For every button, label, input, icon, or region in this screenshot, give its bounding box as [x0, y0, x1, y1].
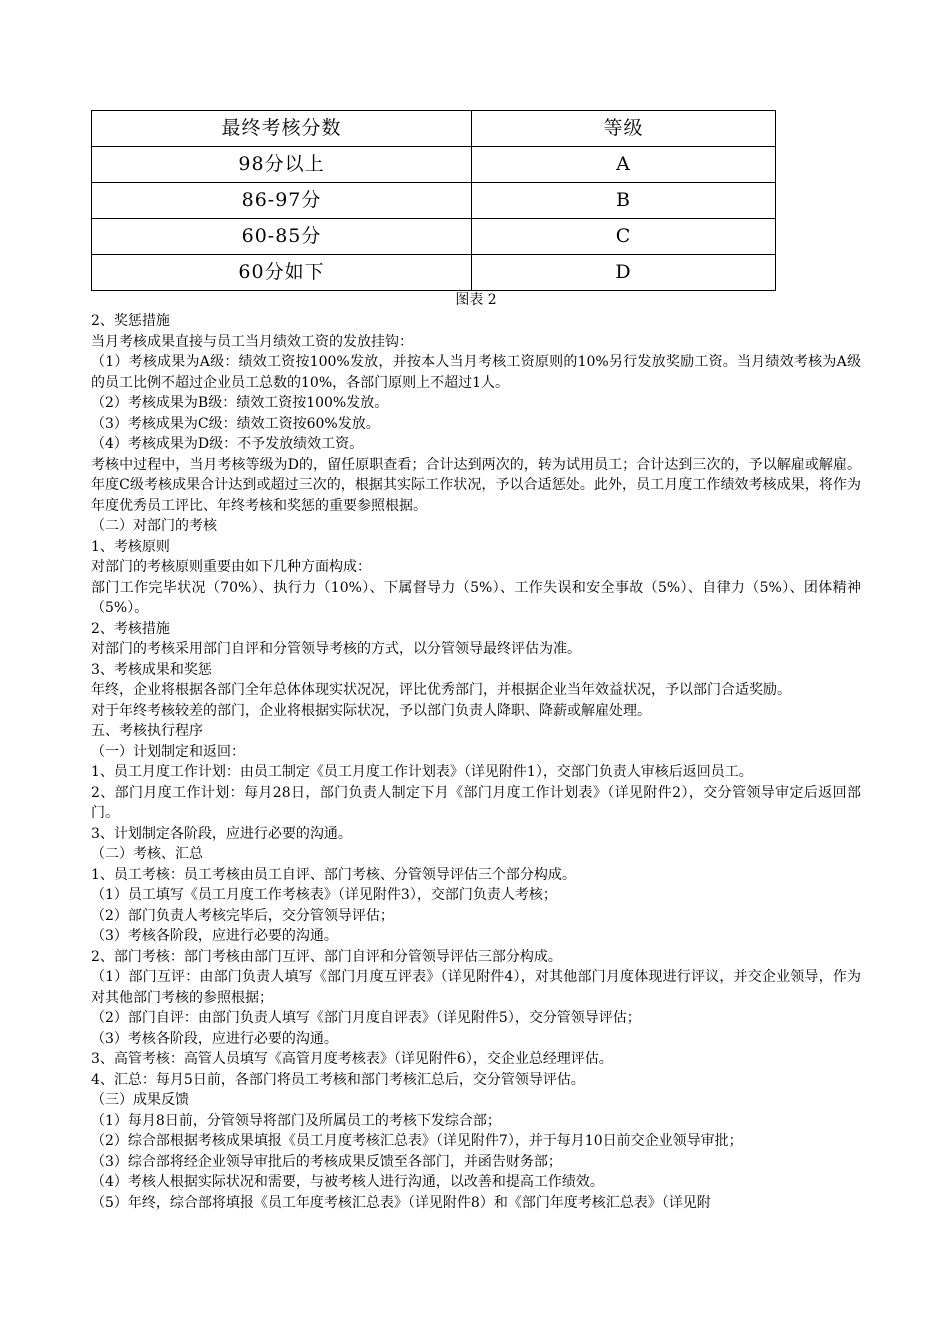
header-score: 最终考核分数 [92, 111, 472, 147]
score-cell: 60分如下 [92, 255, 472, 291]
paragraph: 3、考核成果和奖惩 [91, 661, 212, 678]
paragraph: （3）考核各阶段，应进行必要的沟通。 [91, 928, 338, 944]
table-row [92, 255, 776, 291]
paragraph: （1）每月8日前，分管领导将部门及所属员工的考核下发综合部； [91, 1112, 501, 1129]
grade-cell: A [472, 147, 776, 183]
paragraph: （三）成果反馈 [91, 1092, 189, 1108]
score-cell: 60-85分 [92, 219, 472, 255]
paragraph: 当月考核成果直接与员工当月绩效工资的发放挂钩： [91, 333, 413, 350]
paragraph: 考核中过程中，当月考核等级为D的，留任原职查看；合计达到两次的，转为试用员工；合计达到三次的，予以解雇或解雇。年度C级考核成果合计达到或超过三次的，根据其实际工作状况，予以合适惩处。此外，员工月度工作绩效考核成果，将作为年度优秀员工评比、年终考核和奖惩的重要参照根据。 [91, 456, 861, 514]
table-caption: 图表 2 [455, 292, 497, 308]
paragraph: 1、员工考核：员工考核由员工自评、部门考核、分管领导评估三个部分构成。 [91, 866, 576, 883]
paragraph: （2）考核成果为B级：绩效工资按100%发放。 [91, 395, 389, 411]
paragraph: （4）考核人根据实际状况和需要，与被考核人进行沟通，以改善和提高工作绩效。 [91, 1174, 604, 1190]
body-text [91, 311, 861, 1213]
paragraph: 2、奖惩措施 [91, 313, 170, 329]
paragraph: （1）员工填写《员工月度工作考核表》（详见附件3），交部门负责人考核； [91, 887, 557, 903]
paragraph: （5）年终，综合部将填报《员工年度考核汇总表》（详见附件8）和《部门年度考核汇总表》（详见附 [91, 1194, 711, 1211]
paragraph: 1、考核原则 [91, 538, 170, 555]
paragraph: （一）计划制定和返回： [91, 743, 245, 760]
score-cell: 98分以上 [92, 147, 472, 183]
score-cell: 86-97分 [92, 183, 472, 219]
paragraph: 对于年终考核较差的部门，企业将根据实际状况，予以部门负责人降职、降薪或解雇处理。 [91, 702, 651, 719]
paragraph: （二）考核、汇总 [91, 846, 203, 862]
paragraph: 2、考核措施 [91, 620, 170, 637]
paragraph: 3、计划制定各阶段，应进行必要的沟通。 [91, 825, 352, 842]
paragraph: 2、部门月度工作计划：每月28日，部门负责人制定下月《部门月度工作计划表》（详见附件2），交分管领导审定后返回部门。 [91, 784, 861, 821]
table-header-row [92, 111, 776, 147]
table-row [92, 219, 776, 255]
paragraph: （2）部门负责人考核完毕后，交分管领导评估； [91, 907, 394, 924]
paragraph: （4）考核成果为D级：不予发放绩效工资。 [91, 436, 364, 452]
header-grade: 等级 [472, 111, 776, 147]
paragraph: （二）对部门的考核 [91, 518, 217, 534]
paragraph: （2）部门自评：由部门负责人填写《部门月度自评表》（详见附件5），交分管领导评估； [91, 1010, 641, 1026]
table-row [92, 183, 776, 219]
grade-cell: B [472, 183, 776, 219]
paragraph: 部门工作完毕状况（70%）、执行力（10%）、下属督导力（5%）、工作失误和安全事故（5%）、自律力（5%）、团体精神（5%）。 [91, 579, 861, 616]
paragraph: 3、高管考核：高管人员填写《高管月度考核表》（详见附件6），交企业总经理评估。 [91, 1051, 613, 1067]
table-row [92, 147, 776, 183]
grade-table [91, 110, 776, 291]
paragraph: 年终，企业将根据各部门全年总体体现实状况况，评比优秀部门，并根据企业当年效益状况，予以部门合适奖励。 [91, 682, 791, 698]
paragraph: 对部门的考核原则重要由如下几种方面构成： [91, 559, 371, 575]
paragraph: （3）考核成果为C级：绩效工资按60%发放。 [91, 415, 380, 432]
paragraph: 4、汇总：每月5日前，各部门将员工考核和部门考核汇总后，交分管领导评估。 [91, 1071, 585, 1088]
paragraph: 对部门的考核采用部门自评和分管领导考核的方式，以分管领导最终评估为准。 [91, 641, 581, 657]
paragraph: （1）考核成果为A级：绩效工资按100%发放，并按本人当月考核工资原则的10%另行发放奖励工资。当月绩效考核为A级的员工比例不超过企业员工总数的10%，各部门原则上不超过1人。 [91, 354, 861, 391]
paragraph: 2、部门考核：部门考核由部门互评、部门自评和分管领导评估三部分构成。 [91, 948, 562, 965]
paragraph: 五、考核执行程序 [91, 723, 203, 739]
paragraph: （2）综合部根据考核成果填报《员工月度考核汇总表》（详见附件7），并于每月10日前交企业领导审批； [91, 1133, 743, 1149]
grade-cell: D [472, 255, 776, 291]
paragraph: （3）综合部将经企业领导审批后的考核成果反馈至各部门，并函告财务部； [91, 1153, 562, 1170]
paragraph: 1、员工月度工作计划：由员工制定《员工月度工作计划表》（详见附件1），交部门负责人审核后返回员工。 [91, 764, 753, 780]
paragraph: （1）部门互评：由部门负责人填写《部门月度互评表》（详见附件4），对其他部门月度体现进行评议，并交企业领导，作为对其他部门考核的参照根据； [91, 969, 861, 1006]
grade-cell: C [472, 219, 776, 255]
paragraph: （3）考核各阶段，应进行必要的沟通。 [91, 1030, 338, 1047]
